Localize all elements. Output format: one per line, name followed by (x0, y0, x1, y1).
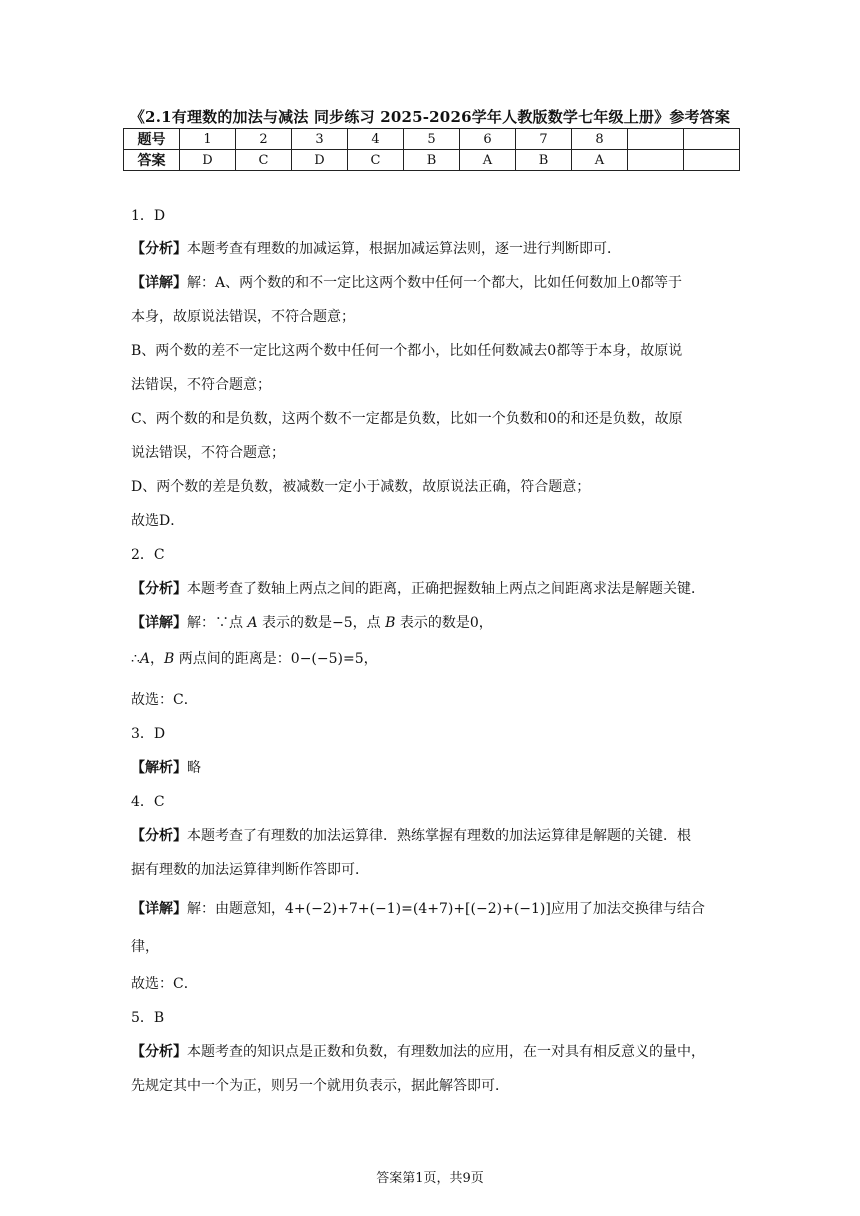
table-cell (684, 150, 740, 171)
q1-option-c-cont: 说法错误，不符合题意； (131, 445, 285, 461)
table-cell: D (292, 150, 348, 171)
table-cell: A (572, 150, 628, 171)
table-row-numbers (124, 129, 740, 150)
table-cell: 5 (404, 129, 460, 150)
q1-option-b: B、两个数的差不一定比这两个数中任何一个都小，比如任何数减去0都等于本身，故原说 (131, 343, 683, 359)
q5-analysis-cont: 先规定其中一个为正，则另一个就用负表示，据此解答即可． (131, 1078, 509, 1094)
q2-detail (131, 612, 493, 632)
detail-text: 表示的数是 (399, 615, 470, 631)
q1-detail-cont: 本身，故原说法错误，不符合题意； (131, 309, 355, 325)
point-b: B (164, 651, 175, 667)
table-cell: 1 (180, 129, 236, 150)
detail-text: 表示的数是 (262, 615, 333, 631)
q2-heading: 2．C (131, 547, 165, 563)
analysis-tag: 【分析】 (131, 581, 187, 597)
q3-solution (131, 757, 201, 777)
distance-text: 两点间的距离是： (178, 651, 291, 667)
detail-text: 解：由题意知， (187, 901, 285, 917)
analysis-text: 本题考查了数轴上两点之间的距离，正确把握数轴上两点之间距离求法是解题关键． (187, 581, 705, 597)
analysis-tag: 【分析】 (131, 1044, 187, 1060)
q4-analysis (131, 825, 691, 845)
point-b: B (385, 615, 396, 631)
table-row-answers (124, 150, 740, 171)
table-cell: A (460, 150, 516, 171)
q5-analysis (131, 1041, 705, 1061)
table-cell (628, 129, 684, 150)
point-a: A (139, 651, 151, 667)
table-cell: B (516, 150, 572, 171)
q1-option-d: D、两个数的差是负数，被减数一定小于减数，故原说法正确，符合题意； (131, 479, 591, 495)
value-b: 0 (469, 615, 479, 631)
distance-formula: 0−(−5)=5 (290, 651, 364, 667)
table-cell: C (348, 150, 404, 171)
q4-heading: 4．C (131, 794, 165, 810)
table-cell: C (236, 150, 292, 171)
q1-detail (131, 272, 682, 292)
page-title: 《2.1有理数的加法与减法 同步练习 2025-2026学年人教版数学七年级上册》参考答案 (129, 108, 731, 126)
detail-text: 解：A、两个数的和不一定比这两个数中任何一个都大，比如任何数加上0都等于 (187, 275, 683, 291)
q4-analysis-cont: 据有理数的加法运算律判断作答即可． (131, 862, 369, 878)
separator: ， (363, 651, 378, 667)
point-a: A (247, 615, 258, 631)
detail-text: ，点 (352, 615, 381, 631)
equation: 4+(−2)+7+(−1)=(4+7)+[(−2)+(−1)] (285, 901, 551, 917)
q1-option-b-cont: 法错误，不符合题意； (131, 377, 271, 393)
table-cell: 7 (516, 129, 572, 150)
page-footer: 答案第1页，共9页 (376, 1171, 484, 1186)
table-cell: B (404, 150, 460, 171)
therefore-sign: ∴ (131, 651, 140, 667)
q3-heading: 3．D (131, 726, 166, 742)
q1-option-c: C、两个数的和是负数，这两个数不一定都是负数，比如一个负数和0的和还是负数，故原 (131, 411, 683, 427)
solution-text: 略 (187, 760, 201, 776)
table-cell (684, 129, 740, 150)
detail-tag: 【详解】 (131, 901, 187, 917)
table-header-answer: 答案 (124, 150, 180, 171)
q1-heading: 1．D (131, 208, 166, 224)
q4-detail (131, 898, 705, 918)
table-cell: 8 (572, 129, 628, 150)
separator: ， (150, 651, 165, 667)
table-cell: 3 (292, 129, 348, 150)
answer-table (123, 128, 740, 171)
q1-analysis (131, 238, 621, 258)
value-a: −5 (332, 615, 353, 631)
q5-heading: 5．B (131, 1010, 165, 1026)
table-cell (628, 150, 684, 171)
table-cell: 6 (460, 129, 516, 150)
detail-text: ， (478, 615, 493, 631)
q4-conclusion: 故选：C． (131, 976, 198, 992)
analysis-text: 本题考查的知识点是正数和负数，有理数加法的应用，在一对具有相反意义的量中， (187, 1044, 705, 1060)
q2-distance (131, 648, 378, 668)
q4-detail-cont: 律， (131, 939, 159, 955)
q2-conclusion: 故选：C． (131, 692, 198, 708)
detail-tag: 【详解】 (131, 615, 187, 631)
table-cell: D (180, 150, 236, 171)
table-cell: 4 (348, 129, 404, 150)
detail-tag: 【详解】 (131, 275, 187, 291)
solution-tag: 【解析】 (131, 760, 187, 776)
q1-conclusion: 故选D． (131, 513, 185, 529)
table-header-number: 题号 (124, 129, 180, 150)
analysis-text: 本题考查了有理数的加法运算律．熟练掌握有理数的加法运算律是解题的关键．根 (187, 828, 691, 844)
analysis-text: 本题考查有理数的加减运算，根据加减运算法则，逐一进行判断即可． (187, 241, 621, 257)
analysis-tag: 【分析】 (131, 828, 187, 844)
q2-analysis (131, 578, 705, 598)
table-cell: 2 (236, 129, 292, 150)
analysis-tag: 【分析】 (131, 241, 187, 257)
detail-text: 解：∵点 (187, 615, 243, 631)
detail-text: 应用了加法交换律与结合 (550, 901, 705, 917)
